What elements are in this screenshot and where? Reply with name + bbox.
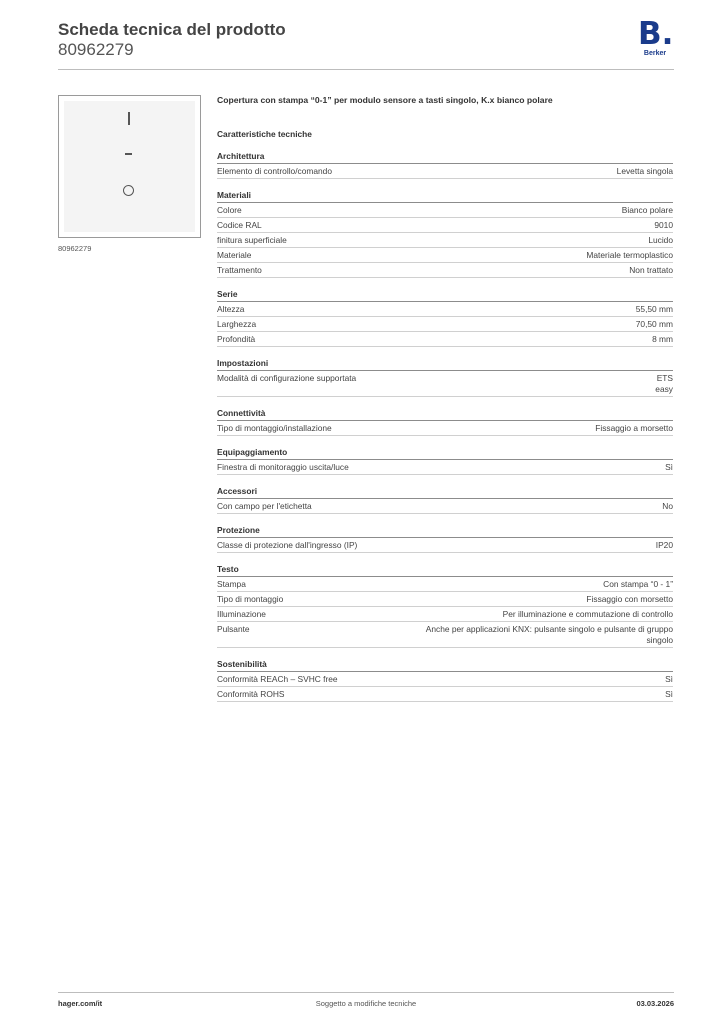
spec-label: Tipo di montaggio/installazione (217, 422, 332, 433)
spec-label: Conformità REACh – SVHC free (217, 673, 338, 684)
spec-label: Con campo per l'etichetta (217, 500, 312, 511)
spec-label: Colore (217, 204, 242, 215)
section-title: Equipaggiamento (217, 446, 673, 460)
product-name: Copertura con stampa “0-1” per modulo sensore a tasti singolo, K.x bianco polare (217, 95, 553, 105)
spec-row (217, 672, 673, 687)
spec-section (217, 288, 673, 347)
spec-label: Classe di protezione dall'ingresso (IP) (217, 539, 358, 550)
spec-section (217, 658, 673, 702)
spec-row (217, 607, 673, 622)
spec-row (217, 460, 673, 475)
spec-value: Con stampa “0 - 1” (603, 578, 673, 589)
spec-label: Codice RAL (217, 219, 262, 230)
spec-section (217, 189, 673, 278)
page-title: Scheda tecnica del prodotto (58, 20, 286, 39)
spec-label: Profondità (217, 333, 256, 344)
product-image-code: 80962279 (58, 244, 92, 253)
spec-section (217, 524, 673, 553)
product-image (58, 95, 201, 238)
spec-section (217, 485, 673, 514)
spec-row (217, 302, 673, 317)
spec-row (217, 577, 673, 592)
spec-row (217, 164, 673, 179)
dash-symbol-icon (125, 153, 132, 155)
spec-row (217, 592, 673, 607)
spec-value: Sì (665, 461, 673, 472)
spec-label: Pulsante (217, 623, 250, 634)
spec-row (217, 248, 673, 263)
spec-label: Illuminazione (217, 608, 266, 619)
spec-value: Bianco polare (621, 204, 673, 215)
spec-row (217, 332, 673, 347)
one-symbol-icon (128, 112, 130, 125)
section-title: Serie (217, 288, 673, 302)
section-title: Impostazioni (217, 357, 673, 371)
spec-section (217, 357, 673, 397)
spec-value: No (662, 500, 673, 511)
spec-value: Materiale termoplastico (586, 249, 673, 260)
spec-row (217, 421, 673, 436)
section-title: Architettura (217, 150, 673, 164)
spec-section (217, 407, 673, 436)
spec-label: Materiale (217, 249, 252, 260)
spec-value: Fissaggio con morsetto (586, 593, 673, 604)
page-header (58, 16, 674, 70)
zero-symbol-icon (123, 185, 134, 196)
section-title: Sostenibilità (217, 658, 673, 672)
logo-text: Berker (643, 50, 667, 57)
spec-value: Fissaggio a morsetto (595, 422, 673, 433)
spec-row (217, 499, 673, 514)
spec-label: Elemento di controllo/comando (217, 165, 332, 176)
spec-label: Conformità ROHS (217, 688, 285, 699)
footer-website[interactable]: hager.com/it (58, 999, 103, 1008)
spec-label: finitura superficiale (217, 234, 287, 245)
spec-sections (217, 150, 673, 702)
spec-row (217, 233, 673, 248)
spec-label: Tipo di montaggio (217, 593, 284, 604)
tech-heading: Caratteristiche tecniche (217, 129, 312, 139)
spec-value: 70,50 mm (635, 318, 673, 329)
spec-section (217, 150, 673, 179)
spec-value: Anche per applicazioni KNX: pulsante singolo e pulsante di gruppo singolo (425, 623, 673, 645)
spec-section (217, 446, 673, 475)
logo-dot: . (661, 16, 674, 52)
spec-row (217, 538, 673, 553)
spec-value: ETS easy (655, 372, 673, 394)
spec-label: Stampa (217, 578, 246, 589)
spec-value: IP20 (655, 539, 673, 550)
spec-row (217, 687, 673, 702)
page-footer (58, 992, 674, 1008)
spec-row (217, 218, 673, 233)
spec-value: Non trattato (629, 264, 673, 275)
product-code-title: 80962279 (58, 40, 134, 59)
spec-content (217, 95, 673, 712)
spec-row (217, 263, 673, 278)
section-title: Materiali (217, 189, 673, 203)
spec-value: 55,50 mm (635, 303, 673, 314)
spec-section (217, 563, 673, 648)
spec-row (217, 622, 673, 648)
section-title: Protezione (217, 524, 673, 538)
section-title: Testo (217, 563, 673, 577)
spec-label: Finestra di monitoraggio uscita/luce (217, 461, 349, 472)
logo-mark (638, 18, 672, 50)
berker-logo (638, 18, 672, 58)
footer-note: Soggetto a modifiche tecniche (315, 999, 417, 1008)
spec-row (217, 203, 673, 218)
spec-value: Per illuminazione e commutazione di controllo (502, 608, 673, 619)
spec-row (217, 371, 673, 397)
spec-value: 8 mm (652, 333, 673, 344)
spec-value: Lucido (648, 234, 673, 245)
spec-value: Sì (665, 673, 673, 684)
spec-label: Trattamento (217, 264, 262, 275)
section-title: Accessori (217, 485, 673, 499)
section-title: Connettività (217, 407, 673, 421)
switch-cover (64, 101, 195, 232)
spec-row (217, 317, 673, 332)
spec-value: Levetta singola (616, 165, 673, 176)
spec-value: 9010 (654, 219, 673, 230)
footer-date: 03.03.2026 (636, 999, 674, 1008)
spec-label: Larghezza (217, 318, 257, 329)
spec-label: Modalità di configurazione supportata (217, 372, 357, 383)
spec-label: Altezza (217, 303, 245, 314)
spec-value: Sì (665, 688, 673, 699)
logo-letter: B (638, 16, 662, 52)
